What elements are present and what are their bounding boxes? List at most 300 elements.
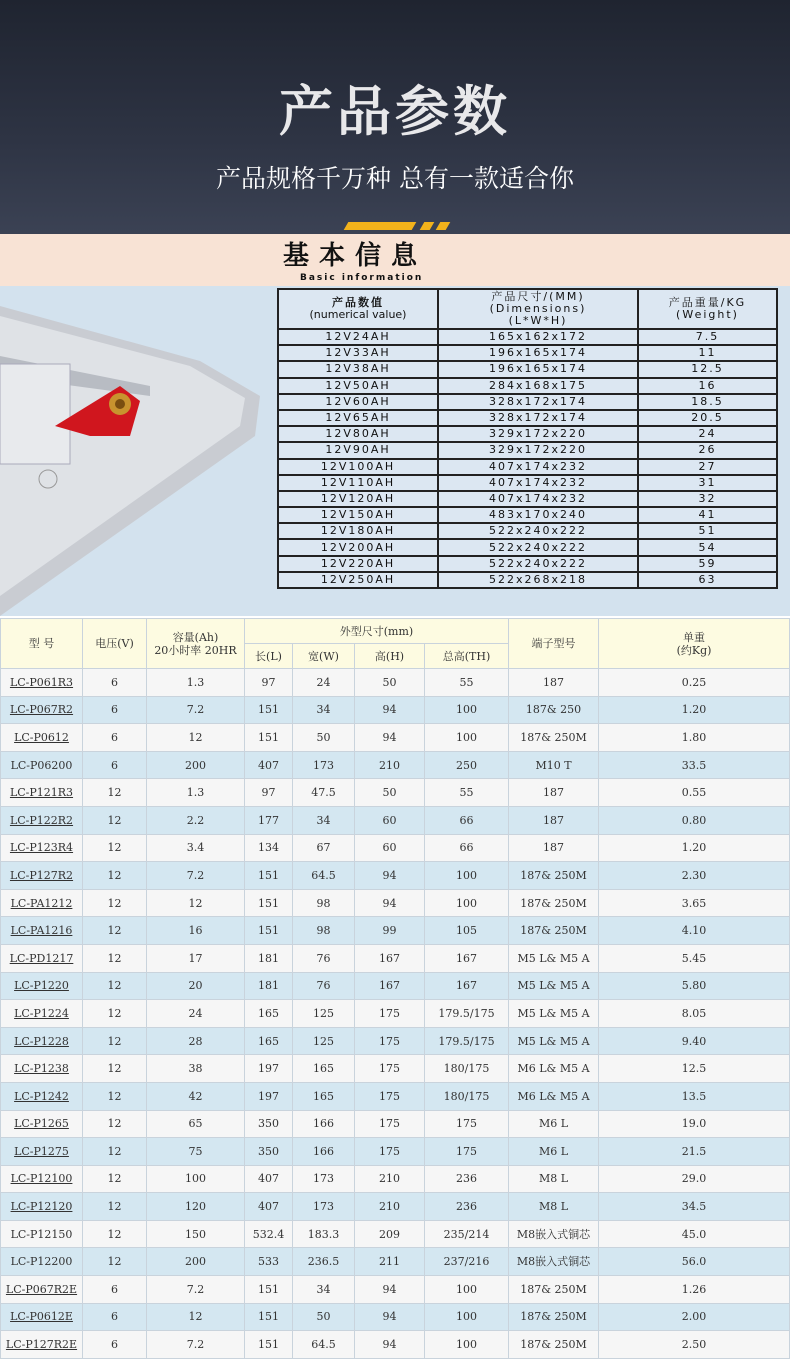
table-cell: 196x165x174 <box>438 361 638 377</box>
table-cell: 97 <box>245 669 293 697</box>
table-cell: 165 <box>245 1000 293 1028</box>
table-cell: M6 L& M5 A <box>509 1082 599 1110</box>
table-cell: 12 <box>83 806 147 834</box>
table-cell: 12 <box>83 1055 147 1083</box>
table-cell: 187& 250M <box>509 724 599 752</box>
model-link[interactable]: LC-P123R4 <box>1 834 83 862</box>
table-cell: 94 <box>355 1303 425 1331</box>
table-cell: 187 <box>509 779 599 807</box>
table-cell: 179.5/175 <box>425 1027 509 1055</box>
table-cell: 12 <box>83 1027 147 1055</box>
table-cell: 105 <box>425 917 509 945</box>
table-cell: 41 <box>638 507 777 523</box>
table-cell: 94 <box>355 1276 425 1304</box>
table-row <box>1 917 790 945</box>
table-cell: 12V38AH <box>278 361 438 377</box>
table-row <box>1 724 790 752</box>
model-link[interactable]: LC-P1265 <box>1 1110 83 1138</box>
table-cell: 56.0 <box>599 1248 790 1276</box>
model-link[interactable]: LC-P0612E <box>1 1303 83 1331</box>
table-row <box>1 889 790 917</box>
table-cell: 19.0 <box>599 1110 790 1138</box>
table-cell: 12 <box>83 1248 147 1276</box>
table-cell: 6 <box>83 1331 147 1359</box>
table-cell: 0.55 <box>599 779 790 807</box>
table-cell: 6 <box>83 669 147 697</box>
model-link[interactable]: LC-PA1216 <box>1 917 83 945</box>
table-cell: 235/214 <box>425 1220 509 1248</box>
table-cell: 26 <box>638 442 777 458</box>
table-cell: 7.2 <box>147 1331 245 1359</box>
table-row <box>1 1303 790 1331</box>
table-cell: 181 <box>245 944 293 972</box>
table-cell: 175 <box>425 1110 509 1138</box>
table-cell: 350 <box>245 1110 293 1138</box>
table-cell: 3.65 <box>599 889 790 917</box>
table-row <box>278 459 777 475</box>
table-cell: 76 <box>293 972 355 1000</box>
page-subtitle: 产品规格千万种 总有一款适合你 <box>216 164 574 193</box>
table-cell: 187 <box>509 834 599 862</box>
header-l: 长(L) <box>245 644 293 669</box>
table-cell: 5.45 <box>599 944 790 972</box>
table-cell: 13.5 <box>599 1082 790 1110</box>
table-cell: 34 <box>293 806 355 834</box>
table-cell: 1.20 <box>599 696 790 724</box>
table-cell: 59 <box>638 556 777 572</box>
table-cell: 7.5 <box>638 329 777 345</box>
table-cell: 180/175 <box>425 1082 509 1110</box>
model-link[interactable]: LC-P061R3 <box>1 669 83 697</box>
table-cell: 20.5 <box>638 410 777 426</box>
table-cell: 16 <box>638 378 777 394</box>
table-cell: 2.2 <box>147 806 245 834</box>
table-cell: 187& 250M <box>509 1303 599 1331</box>
decorative-bars <box>342 222 448 230</box>
table-cell: 12V60AH <box>278 394 438 410</box>
model-link[interactable]: LC-P1224 <box>1 1000 83 1028</box>
table-cell: 5.80 <box>599 972 790 1000</box>
model-link: LC-P06200 <box>1 751 83 779</box>
table-cell: 0.25 <box>599 669 790 697</box>
table-cell: 167 <box>355 944 425 972</box>
table-cell: 100 <box>425 1303 509 1331</box>
table-cell: M5 L& M5 A <box>509 944 599 972</box>
header-terminal: 端子型号 <box>509 619 599 669</box>
table-cell: 211 <box>355 1248 425 1276</box>
table-cell: 12V110AH <box>278 475 438 491</box>
model-link[interactable]: LC-P12120 <box>1 1193 83 1221</box>
table-cell: 134 <box>245 834 293 862</box>
table-cell: 125 <box>293 1027 355 1055</box>
table-cell: 328x172x174 <box>438 410 638 426</box>
table-row <box>1 1082 790 1110</box>
table-cell: 175 <box>425 1138 509 1166</box>
table-cell: 1.3 <box>147 779 245 807</box>
table-row <box>1 1055 790 1083</box>
table-cell: 21.5 <box>599 1138 790 1166</box>
table-cell: 12 <box>83 972 147 1000</box>
table-cell: 12V50AH <box>278 378 438 394</box>
table-cell: 12.5 <box>638 361 777 377</box>
table-cell: 187& 250M <box>509 1276 599 1304</box>
table-row <box>1 751 790 779</box>
header-dimensions: 产品尺寸/(MM) <box>491 290 585 303</box>
table-cell: 100 <box>425 1276 509 1304</box>
table-cell: 1.26 <box>599 1276 790 1304</box>
table-cell: 187& 250 <box>509 696 599 724</box>
table-cell: 483x170x240 <box>438 507 638 523</box>
table-cell: 2.50 <box>599 1331 790 1359</box>
table-cell: 350 <box>245 1138 293 1166</box>
table-row <box>1 1276 790 1304</box>
table-cell: 32 <box>638 491 777 507</box>
table-cell: 532.4 <box>245 1220 293 1248</box>
table-cell: M5 L& M5 A <box>509 1000 599 1028</box>
table-row <box>1 1331 790 1359</box>
table-cell: 54 <box>638 539 777 555</box>
header-weight-2: (约Kg) <box>676 643 712 657</box>
table-cell: 12.5 <box>599 1055 790 1083</box>
header-dimensions-lwh: (L*W*H) <box>508 314 568 327</box>
table-cell: 66 <box>425 806 509 834</box>
table-cell: 533 <box>245 1248 293 1276</box>
table-cell: 51 <box>638 523 777 539</box>
basic-info-subtitle: Basic information <box>300 273 424 283</box>
table-row <box>1 1248 790 1276</box>
model-link[interactable]: LC-P067R2E <box>1 1276 83 1304</box>
table-cell: 187& 250M <box>509 862 599 890</box>
table-cell: 120 <box>147 1193 245 1221</box>
table-cell: 167 <box>425 972 509 1000</box>
header-capacity-2: 20小时率 20HR <box>154 643 237 657</box>
table-cell: 55 <box>425 779 509 807</box>
table-cell: 187 <box>509 806 599 834</box>
table-cell: 522x240x222 <box>438 523 638 539</box>
table-row <box>278 539 777 555</box>
table-cell: 407 <box>245 1193 293 1221</box>
table-cell: 187& 250M <box>509 1331 599 1359</box>
table-row <box>278 345 777 361</box>
table-cell: 2.00 <box>599 1303 790 1331</box>
basic-info-table <box>277 288 778 589</box>
table-cell: 6 <box>83 1276 147 1304</box>
table-cell: 151 <box>245 1303 293 1331</box>
table-cell: 97 <box>245 779 293 807</box>
table-row <box>1 862 790 890</box>
table-cell: 151 <box>245 724 293 752</box>
table-cell: 522x240x222 <box>438 539 638 555</box>
table-cell: 12 <box>147 724 245 752</box>
table-row <box>278 442 777 458</box>
model-link: LC-P12150 <box>1 1220 83 1248</box>
header-weight-en: (Weight) <box>676 308 739 321</box>
model-link[interactable]: LC-P122R2 <box>1 806 83 834</box>
table-row <box>278 394 777 410</box>
table-cell: 7.2 <box>147 862 245 890</box>
table-cell: 75 <box>147 1138 245 1166</box>
header-capacity-1: 容量(Ah) <box>172 630 219 644</box>
table-cell: M8嵌入式铜芯 <box>509 1248 599 1276</box>
table-cell: 407x174x232 <box>438 491 638 507</box>
table-cell: 12 <box>83 944 147 972</box>
table-cell: 12 <box>83 834 147 862</box>
table-cell: 175 <box>355 1082 425 1110</box>
table-cell: 151 <box>245 917 293 945</box>
table-cell: 151 <box>245 696 293 724</box>
model-link[interactable]: LC-PD1217 <box>1 944 83 972</box>
table-cell: 47.5 <box>293 779 355 807</box>
model-link[interactable]: LC-P12100 <box>1 1165 83 1193</box>
table-cell: 100 <box>425 889 509 917</box>
model-link[interactable]: LC-P067R2 <box>1 696 83 724</box>
table-cell: M6 L& M5 A <box>509 1055 599 1083</box>
model-link[interactable]: LC-P1275 <box>1 1138 83 1166</box>
table-row <box>1 1138 790 1166</box>
page-title: 产品参数 <box>279 80 511 143</box>
table-cell: 42 <box>147 1082 245 1110</box>
table-cell: 175 <box>355 1055 425 1083</box>
table-cell: 31 <box>638 475 777 491</box>
table-cell: 407x174x232 <box>438 475 638 491</box>
table-cell: 66 <box>425 834 509 862</box>
table-cell: 6 <box>83 751 147 779</box>
table-cell: 24 <box>638 426 777 442</box>
table-cell: M10 T <box>509 751 599 779</box>
header-dimensions-en: (Dimensions) <box>489 302 587 315</box>
table-cell: M8 L <box>509 1193 599 1221</box>
table-cell: 60 <box>355 806 425 834</box>
table-cell: M6 L <box>509 1110 599 1138</box>
table-row <box>278 507 777 523</box>
table-row <box>1 972 790 1000</box>
table-cell: 45.0 <box>599 1220 790 1248</box>
table-cell: 165x162x172 <box>438 329 638 345</box>
table-cell: 12V180AH <box>278 523 438 539</box>
table-cell: 29.0 <box>599 1165 790 1193</box>
model-link[interactable]: LC-P1228 <box>1 1027 83 1055</box>
table-cell: 187 <box>509 669 599 697</box>
table-row <box>278 572 777 588</box>
table-cell: 8.05 <box>599 1000 790 1028</box>
table-row <box>1 696 790 724</box>
table-cell: 33.5 <box>599 751 790 779</box>
model-link[interactable]: LC-P127R2E <box>1 1331 83 1359</box>
table-cell: 9.40 <box>599 1027 790 1055</box>
table-cell: 34 <box>293 696 355 724</box>
table-cell: 28 <box>147 1027 245 1055</box>
table-cell: M5 L& M5 A <box>509 1027 599 1055</box>
table-cell: 2.30 <box>599 862 790 890</box>
table-cell: M8 L <box>509 1165 599 1193</box>
table-cell: 12 <box>83 779 147 807</box>
table-cell: 167 <box>355 972 425 1000</box>
table-cell: 200 <box>147 751 245 779</box>
table-row <box>1 1220 790 1248</box>
table-cell: 12 <box>83 1165 147 1193</box>
table-cell: 94 <box>355 696 425 724</box>
table-cell: 76 <box>293 944 355 972</box>
table-row <box>1 1165 790 1193</box>
table-cell: 197 <box>245 1082 293 1110</box>
table-cell: 64.5 <box>293 1331 355 1359</box>
table-cell: 236 <box>425 1165 509 1193</box>
header-w: 宽(W) <box>293 644 355 669</box>
table-cell: 18.5 <box>638 394 777 410</box>
table-cell: 329x172x220 <box>438 426 638 442</box>
table-cell: 125 <box>293 1000 355 1028</box>
model-link[interactable]: LC-P1242 <box>1 1082 83 1110</box>
table-cell: 100 <box>425 1331 509 1359</box>
table-cell: 63 <box>638 572 777 588</box>
table-cell: M8嵌入式铜芯 <box>509 1220 599 1248</box>
table-cell: 3.4 <box>147 834 245 862</box>
table-row <box>278 475 777 491</box>
table-row <box>278 491 777 507</box>
table-cell: 167 <box>425 944 509 972</box>
table-cell: 236.5 <box>293 1248 355 1276</box>
table-cell: 12 <box>83 1220 147 1248</box>
table-cell: 50 <box>355 669 425 697</box>
table-row <box>1 1110 790 1138</box>
table-cell: 196x165x174 <box>438 345 638 361</box>
model-link[interactable]: LC-P1238 <box>1 1055 83 1083</box>
table-row <box>1 1027 790 1055</box>
table-cell: 38 <box>147 1055 245 1083</box>
table-cell: 12V90AH <box>278 442 438 458</box>
table-cell: 50 <box>355 779 425 807</box>
table-cell: 237/216 <box>425 1248 509 1276</box>
table-row <box>1 944 790 972</box>
table-cell: 98 <box>293 889 355 917</box>
model-link[interactable]: LC-P1220 <box>1 972 83 1000</box>
table-cell: 151 <box>245 889 293 917</box>
table-cell: 11 <box>638 345 777 361</box>
header-weight-1: 单重 <box>683 630 705 644</box>
table-cell: 1.80 <box>599 724 790 752</box>
table-cell: 165 <box>293 1082 355 1110</box>
table-cell: 12 <box>83 1110 147 1138</box>
table-cell: 12V33AH <box>278 345 438 361</box>
table-cell: 166 <box>293 1110 355 1138</box>
table-cell: 173 <box>293 751 355 779</box>
table-cell: 236 <box>425 1193 509 1221</box>
header-capacity <box>147 619 245 669</box>
table-cell: 12 <box>83 917 147 945</box>
battery-image <box>0 286 270 616</box>
table-row <box>1 806 790 834</box>
table-cell: 200 <box>147 1248 245 1276</box>
table-cell: 12 <box>83 889 147 917</box>
table-cell: 12 <box>147 1303 245 1331</box>
table-cell: 7.2 <box>147 696 245 724</box>
header-voltage: 电压(V) <box>83 619 147 669</box>
table-cell: 100 <box>425 696 509 724</box>
table-cell: 181 <box>245 972 293 1000</box>
table-cell: 16 <box>147 917 245 945</box>
table-cell: 65 <box>147 1110 245 1138</box>
table-cell: 94 <box>355 889 425 917</box>
table-cell: 98 <box>293 917 355 945</box>
table-cell: 183.3 <box>293 1220 355 1248</box>
table-cell: 12V24AH <box>278 329 438 345</box>
table-cell: 173 <box>293 1165 355 1193</box>
table-cell: 100 <box>425 724 509 752</box>
table-row <box>1 834 790 862</box>
table-cell: 100 <box>147 1165 245 1193</box>
table-cell: 94 <box>355 724 425 752</box>
table-cell: 4.10 <box>599 917 790 945</box>
table-cell: 100 <box>425 862 509 890</box>
header-value: 产品数值 <box>332 296 384 309</box>
table-row <box>278 556 777 572</box>
table-cell: 175 <box>355 1027 425 1055</box>
table-row <box>278 361 777 377</box>
table-cell: 27 <box>638 459 777 475</box>
table-cell: 60 <box>355 834 425 862</box>
table-cell: 0.80 <box>599 806 790 834</box>
table-cell: 407 <box>245 1165 293 1193</box>
table-row <box>278 410 777 426</box>
header-model: 型 号 <box>1 619 83 669</box>
table-cell: 24 <box>147 1000 245 1028</box>
table-row <box>1 669 790 697</box>
spec-table <box>0 618 790 1359</box>
table-cell: M5 L& M5 A <box>509 972 599 1000</box>
header-th: 总高(TH) <box>425 644 509 669</box>
table-cell: 12V80AH <box>278 426 438 442</box>
basic-info-title: 基本信息 <box>283 241 428 271</box>
table-cell: 284x168x175 <box>438 378 638 394</box>
table-cell: 12V150AH <box>278 507 438 523</box>
model-link: LC-P12200 <box>1 1248 83 1276</box>
table-row <box>278 426 777 442</box>
table-cell: 50 <box>293 1303 355 1331</box>
table-cell: 99 <box>355 917 425 945</box>
header-value-en: (numerical value) <box>309 308 407 321</box>
model-link[interactable]: LC-P0612 <box>1 724 83 752</box>
table-cell: 1.3 <box>147 669 245 697</box>
table-cell: 12 <box>83 1082 147 1110</box>
table-cell: 407x174x232 <box>438 459 638 475</box>
table-cell: 7.2 <box>147 1276 245 1304</box>
table-cell: 67 <box>293 834 355 862</box>
table-row <box>278 378 777 394</box>
table-cell: 12V250AH <box>278 572 438 588</box>
table-cell: 165 <box>245 1027 293 1055</box>
table-cell: 175 <box>355 1110 425 1138</box>
table-cell: 12 <box>83 1138 147 1166</box>
table-cell: 151 <box>245 1331 293 1359</box>
table-cell: 94 <box>355 862 425 890</box>
table-cell: 50 <box>293 724 355 752</box>
table-cell: 166 <box>293 1138 355 1166</box>
model-link[interactable]: LC-P127R2 <box>1 862 83 890</box>
table-cell: 12V200AH <box>278 539 438 555</box>
table-cell: 55 <box>425 669 509 697</box>
model-link[interactable]: LC-PA1212 <box>1 889 83 917</box>
table-cell: M6 L <box>509 1138 599 1166</box>
table-cell: 12 <box>147 889 245 917</box>
table-cell: 175 <box>355 1000 425 1028</box>
table-cell: 328x172x174 <box>438 394 638 410</box>
table-cell: 64.5 <box>293 862 355 890</box>
table-row <box>1 1193 790 1221</box>
table-cell: 6 <box>83 724 147 752</box>
table-cell: 173 <box>293 1193 355 1221</box>
table-cell: 187& 250M <box>509 889 599 917</box>
model-link[interactable]: LC-P121R3 <box>1 779 83 807</box>
